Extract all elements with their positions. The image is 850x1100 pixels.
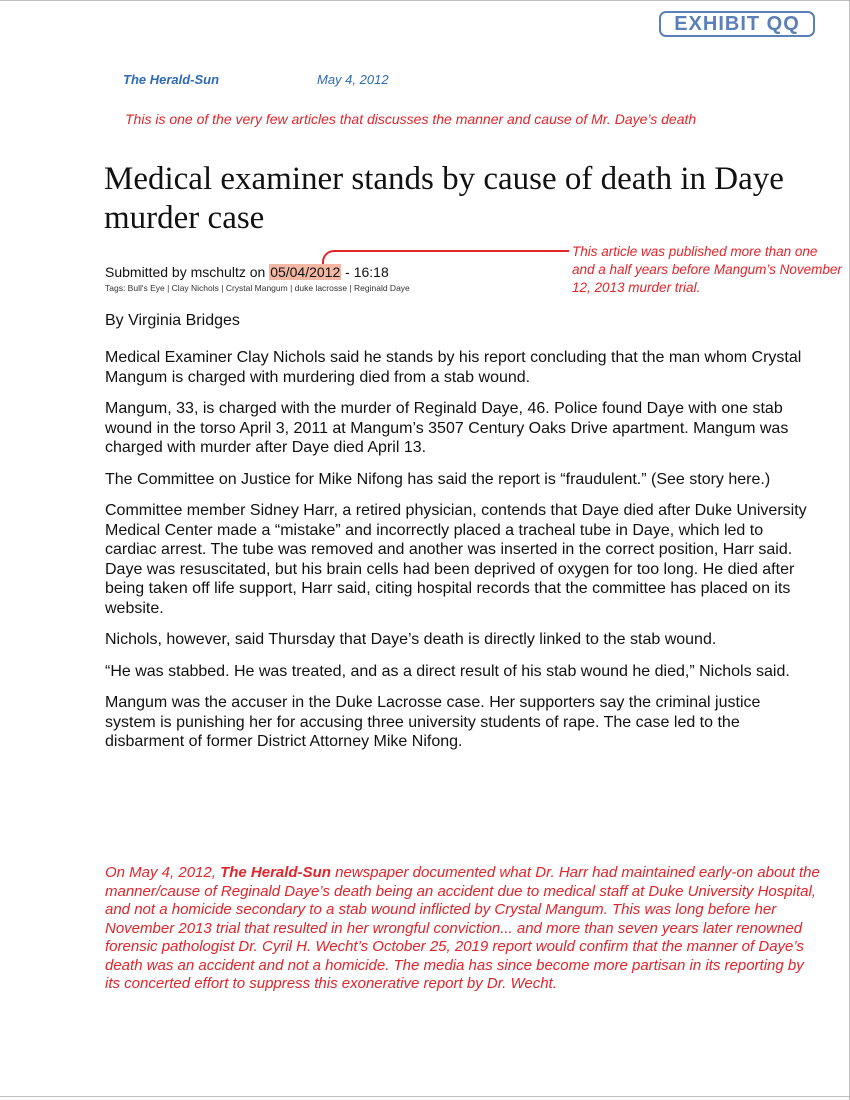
article-paragraph: Mangum was the accuser in the Duke Lacrosse case. Her supporters say the criminal justice system is punishing her for accusing three university students of rape. The case led to the disbarment of former District Attorney Mike Nifong.	[105, 694, 761, 750]
closing-body: newspaper documented what Dr. Harr had maintained early-on about the manner/cause of Reginald Daye’s death being an accident due to medical staff at Duke University Hospital, and not a homicide secondary to a stab wound inflicted by Crystal Mangum. This was long before her November 2013 trial that resulted in her wrongful conviction... and more than seven years later renowned forensic pathologist Dr. Cyril H. Wecht’s October 25, 2019 report would confirm that the manner of Daye’s death was an accident and not a homicide. The media has since become more partisan in its reporting by its concerted effort to suppress this exonerative report by Dr. Wecht.	[105, 864, 820, 992]
article-body	[105, 348, 815, 764]
page-border-top	[0, 0, 850, 1]
article-paragraph: The Committee on Justice for Mike Nifong has said the report is “fraudulent.” (See story here.)	[105, 470, 771, 488]
submitted-time: - 16:18	[341, 264, 389, 280]
article-paragraph: Nichols, however, said Thursday that Daye’s death is directly linked to the stab wound.	[105, 631, 717, 648]
side-annotation: This article was published more than one and a half years before Mangum’s November 12, 2013 murder trial.	[572, 244, 842, 295]
article-byline: By Virginia Bridges	[105, 312, 240, 329]
submitted-prefix: Submitted by mschultz on	[105, 264, 270, 280]
closing-annotation	[105, 864, 820, 994]
page-border-bottom	[0, 1096, 850, 1097]
article-paragraph: “He was stabbed. He was treated, and as a direct result of his stab wound he died,” Nichols said.	[105, 662, 790, 680]
annotation-connector-line	[322, 250, 569, 264]
exhibit-label: EXHIBIT QQ	[659, 11, 815, 37]
top-annotation: This is one of the very few articles that discusses the manner and cause of Mr. Daye’s death	[125, 111, 697, 127]
publication-date: May 4, 2012	[317, 72, 389, 87]
article-tags: Tags: Bull's Eye | Clay Nichols | Crystal Mangum | duke lacrosse | Reginald Daye	[105, 283, 410, 293]
publication-name: The Herald-Sun	[123, 72, 220, 87]
article-paragraph: Medical Examiner Clay Nichols said he stands by his report concluding that the man whom Crystal Mangum is charged with murdering died from a stab wound.	[105, 349, 802, 386]
article-paragraph: Committee member Sidney Harr, a retired physician, contends that Daye died after Duke University Medical Center made a “mistake” and incorrectly placed a tracheal tube in Daye, which led to cardiac arrest. The tube was removed and another was inserted in the correct position, Harr said. Daye was resuscitated, but his brain cells had been deprived of oxygen for too long. He died after being taken off life support, Harr said, citing hospital records that the committee has placed on its website.	[105, 502, 807, 617]
article-paragraph: Mangum, 33, is charged with the murder of Reginald Daye, 46. Police found Daye with one stab wound in the torso April 3, 2011 at Mangum’s 3507 Century Oaks Drive apartment. Mangum was charged with murder after Daye died April 13.	[105, 400, 789, 456]
submitted-line	[105, 264, 389, 280]
submitted-date-highlight: 05/04/2012	[270, 264, 341, 280]
article-headline: Medical examiner stands by cause of death in Daye murder case	[104, 161, 784, 236]
closing-paper-name: The Herald-Sun	[220, 864, 331, 881]
closing-lead: On May 4, 2012,	[105, 864, 221, 881]
